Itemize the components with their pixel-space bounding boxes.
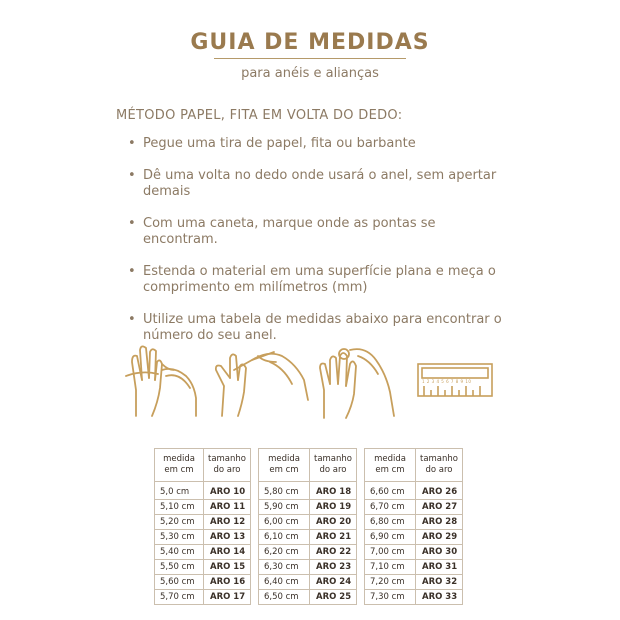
table-row: 5,70 cm ARO 17 [155, 590, 251, 605]
size-table-3 [364, 448, 463, 605]
table-row: 6,80 cm ARO 28 [365, 515, 463, 530]
hand-marking-pen-icon [212, 340, 310, 418]
size-table-2 [258, 448, 357, 605]
table-row: 6,20 cm ARO 22 [259, 545, 357, 560]
method-heading: MÉTODO PAPEL, FITA EM VOLTA DO DEDO: [116, 108, 403, 123]
table-row: 6,70 cm ARO 27 [365, 500, 463, 515]
instruction-step [128, 136, 508, 152]
table-row: 5,10 cm ARO 11 [155, 500, 251, 515]
instruction-step [128, 168, 508, 200]
table-row: 6,30 cm ARO 23 [259, 560, 357, 575]
table-row: 5,30 cm ARO 13 [155, 530, 251, 545]
header-measure: medida em cm [155, 449, 204, 482]
instruction-text: Com uma caneta, marque onde as pontas se encontram. [143, 216, 436, 247]
bullet-icon: • [128, 264, 136, 279]
table-row: 7,30 cm ARO 33 [365, 590, 463, 605]
table-row: 6,90 cm ARO 29 [365, 530, 463, 545]
instruction-step [128, 264, 508, 296]
hand-with-ring-icon [318, 340, 406, 420]
instruction-text: Dê uma volta no dedo onde usará o anel, sem apertar demais [143, 168, 497, 199]
table-row: 7,20 cm ARO 32 [365, 575, 463, 590]
page-subtitle: para anéis e alianças [241, 66, 379, 81]
ruler-numbers: 1 2 3 4 5 6 7 8 9 10 [422, 379, 472, 384]
instruction-text: Estenda o material em uma superfície plana e meça o comprimento em milímetros (mm) [143, 264, 496, 295]
instruction-list [128, 136, 508, 344]
bullet-icon: • [128, 216, 136, 231]
bullet-icon: • [128, 136, 136, 151]
header-measure: medida em cm [365, 449, 416, 482]
table-row: 5,80 cm ARO 18 [259, 482, 357, 500]
title-divider [214, 58, 406, 59]
table-row: 7,10 cm ARO 31 [365, 560, 463, 575]
header-measure: medida em cm [259, 449, 310, 482]
size-table-1 [154, 448, 251, 605]
table-row: 7,00 cm ARO 30 [365, 545, 463, 560]
table-row: 6,10 cm ARO 21 [259, 530, 357, 545]
bullet-icon: • [128, 312, 136, 327]
ruler-icon [414, 360, 496, 400]
instruction-text: Utilize uma tabela de medidas abaixo para encontrar o número do seu anel. [143, 312, 502, 343]
table-row: 5,60 cm ARO 16 [155, 575, 251, 590]
header-size: tamanho do aro [204, 449, 251, 482]
table-row: 5,50 cm ARO 15 [155, 560, 251, 575]
hands-wrapping-strip-icon [122, 340, 200, 418]
header-size: tamanho do aro [416, 449, 463, 482]
table-row: 6,60 cm ARO 26 [365, 482, 463, 500]
header-size: tamanho do aro [310, 449, 357, 482]
table-row: 6,40 cm ARO 24 [259, 575, 357, 590]
table-row: 5,20 cm ARO 12 [155, 515, 251, 530]
table-row: 5,40 cm ARO 14 [155, 545, 251, 560]
instruction-text: Pegue uma tira de papel, fita ou barbante [143, 136, 416, 151]
page-title: GUIA DE MEDIDAS [190, 30, 430, 55]
table-row: 6,50 cm ARO 25 [259, 590, 357, 605]
table-row: 5,0 cm ARO 10 [155, 482, 251, 500]
table-row: 5,90 cm ARO 19 [259, 500, 357, 515]
table-row: 6,00 cm ARO 20 [259, 515, 357, 530]
bullet-icon: • [128, 168, 136, 183]
instruction-step [128, 216, 508, 248]
